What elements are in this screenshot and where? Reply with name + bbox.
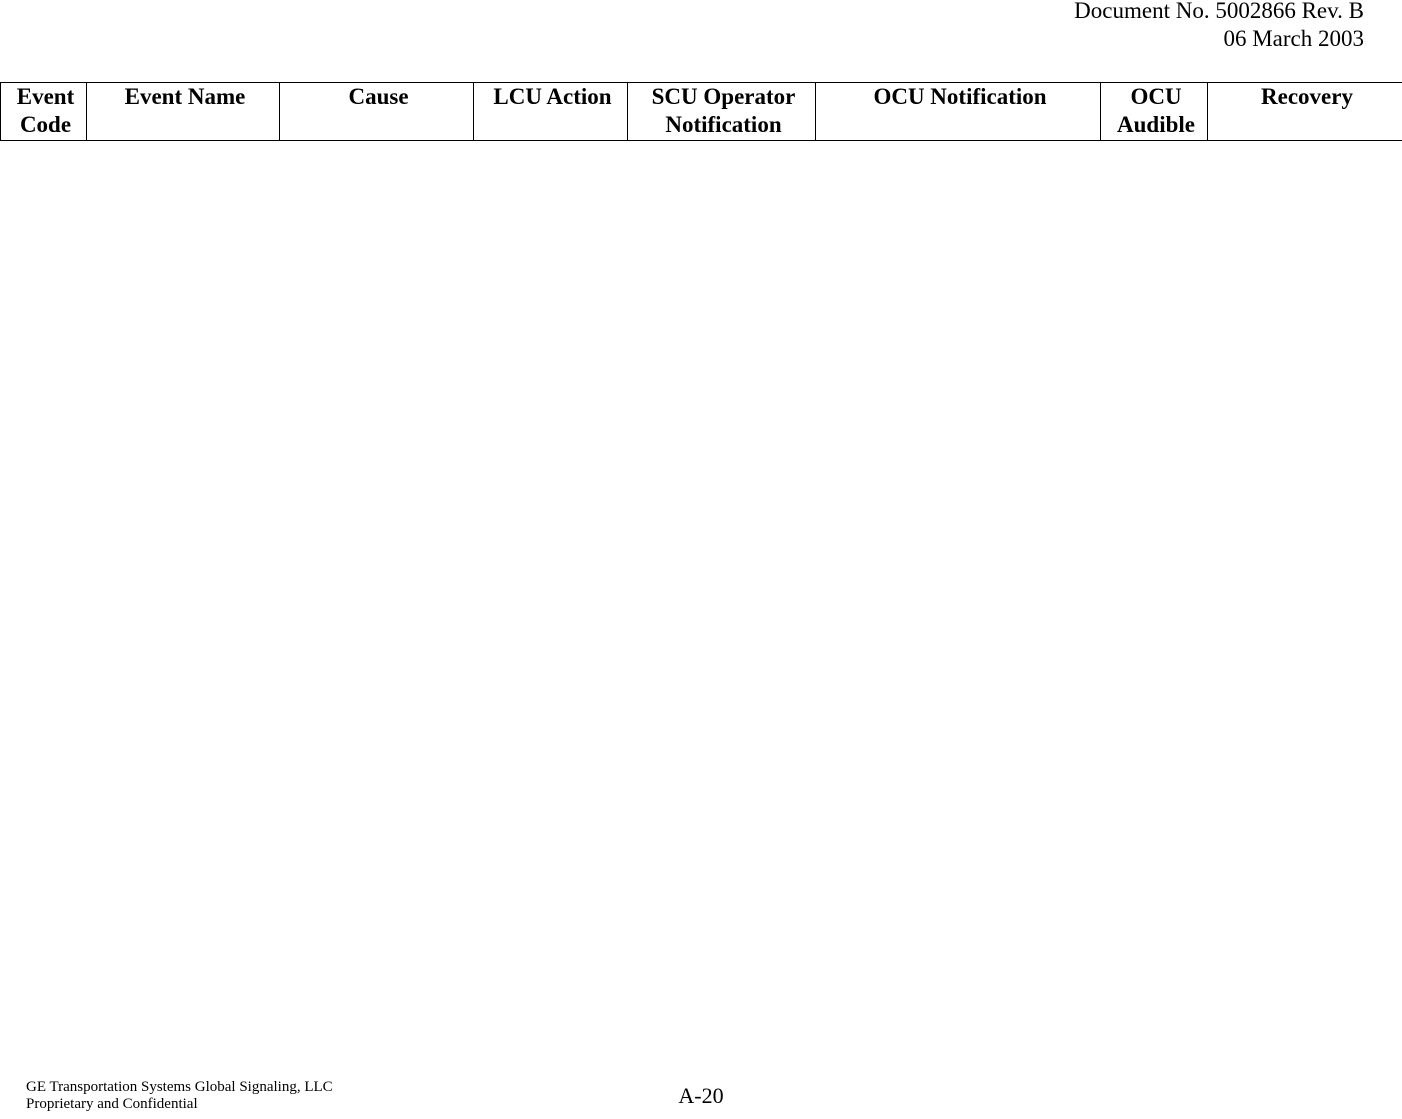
header-ocu-audible (1101, 83, 1208, 141)
header-text-line: SCU Operator (651, 84, 796, 109)
header-text-line: OCU Notification (873, 84, 1047, 109)
header-cause (280, 83, 474, 141)
header-ocu-notification (816, 83, 1101, 141)
header-event-name (87, 83, 280, 141)
page-number: A-20 (678, 1083, 724, 1108)
document-number: Document No. 5002866 Rev. B (1074, 0, 1364, 23)
header-event-code (1, 83, 87, 141)
document-header (864, 0, 1364, 53)
header-text-line: Code (19, 112, 72, 137)
header-text-line: Audible (1117, 112, 1195, 137)
header-text-line: LCU Action (493, 84, 612, 109)
event-table (0, 82, 1402, 141)
footer-company: GE Transportation Systems Global Signaling, LLC (26, 1079, 333, 1095)
table-header-row (1, 83, 1402, 141)
header-text-line: OCU (1130, 84, 1182, 109)
header-lcu-action (474, 83, 628, 141)
document-date: 06 March 2003 (1223, 26, 1364, 51)
header-text-line: Notification (665, 112, 782, 137)
header-text-line: Cause (348, 84, 409, 109)
header-text-line: Event (16, 84, 75, 109)
header-text-line: Event Name (124, 84, 246, 109)
header-recovery (1208, 83, 1402, 141)
header-text-line: Recovery (1261, 84, 1353, 109)
footer-confidentiality: Proprietary and Confidential (26, 1096, 198, 1112)
header-scu-operator-notification (628, 83, 816, 141)
